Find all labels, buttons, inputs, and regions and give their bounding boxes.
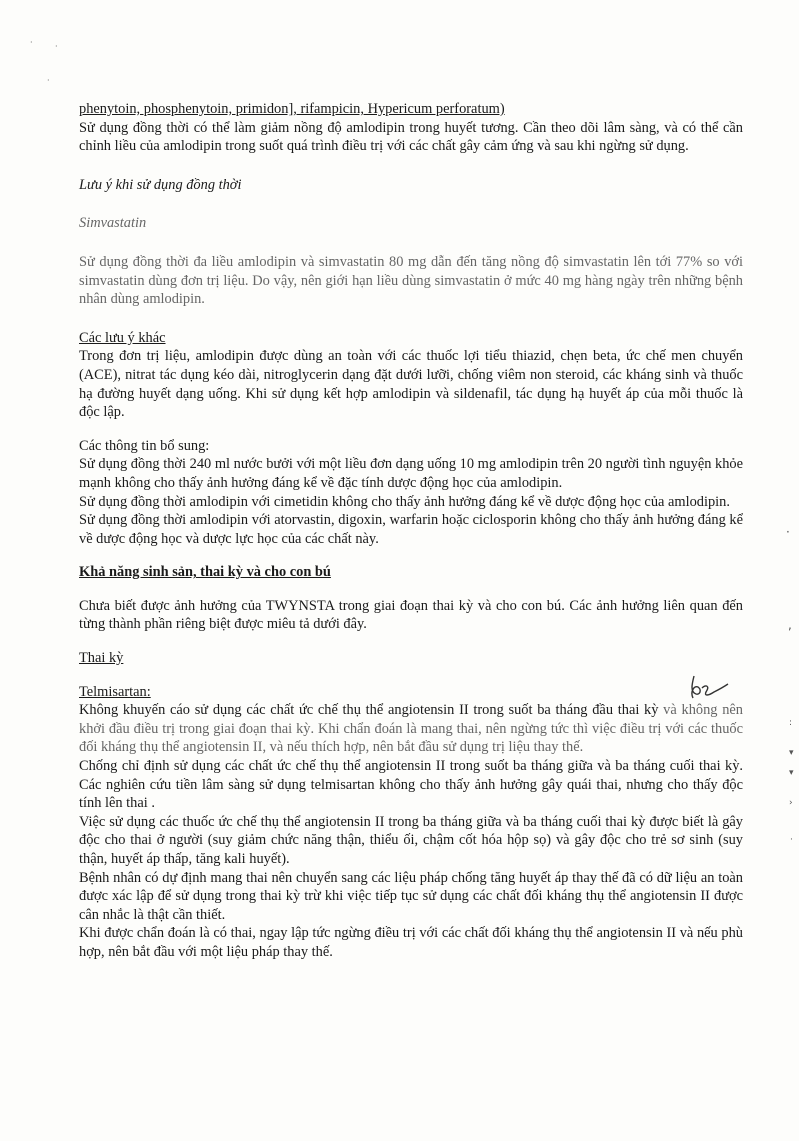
additional-info-p1: Sử dụng đồng thời 240 ml nước bưởi với một liều đơn dạng uống 10 mg amlodipin trên 20 người tình nguyện khỏe mạnh không cho thấy ảnh hưởng đáng kể về đặc tính dược động học của amlodipin. <box>79 456 743 491</box>
scan-speck: : <box>789 718 793 728</box>
scan-speck: · <box>786 525 790 539</box>
additional-info-p2: Sử dụng đồng thời amlodipin với cimetidin không cho thấy ảnh hưởng đáng kể về dược động học của amlodipin. <box>79 493 730 510</box>
inducers-paragraph: Sử dụng đồng thời có thể làm giảm nồng độ amlodipin trong huyết tương. Cần theo dõi lâm sàng, và có thể cần chỉnh liều của amlodipin trong suốt quá trình điều trị với các chất gây cảm ứng và sau khi ngừng sử dụng. <box>79 119 743 155</box>
scan-speck: , <box>788 618 792 632</box>
additional-info-heading: Các thông tin bổ sung: <box>79 437 210 454</box>
pregnancy-p3: Việc sử dụng các thuốc ức chế thụ thể angiotensin II trong ba tháng giữa và ba tháng cuối thai kỳ được biết là gây độc cho thai ở người (suy giảm chức năng thận, thiểu ối, chậm cốt hóa hộp sọ) và gây độc cho trẻ sơ sinh (suy thận, huyết áp thấp, tăng kali huyết). <box>79 813 743 867</box>
other-notes-paragraph: Trong đơn trị liệu, amlodipin được dùng an toàn với các thuốc lợi tiểu thiazid, chẹn beta, ức chế men chuyển (ACE), nitrat tác dụng kéo dài, nitroglycerin dạng đặt dưới lưỡi, chống viêm non steroid, các kháng sinh và thuốc hạ đường huyết dạng uống. Khi sử dụng kết hợp amlodipin và sildenafil, tác dụng hạ huyết áp của mỗi thuốc là độc lập. <box>79 348 743 421</box>
scan-speck: · <box>47 76 50 85</box>
pregnancy-p1-dark: Không khuyến cáo sử dụng các chất ức chế thụ thể angiotensin II trong suốt ba tháng đầu thai kỳ <box>79 702 659 719</box>
interactions-tail: phenytoin, phosphenytoin, primidon], rifampicin, Hypericum perforatum) <box>79 101 505 117</box>
pregnancy-p4: Bệnh nhân có dự định mang thai nên chuyển sang các liệu pháp chống tăng huyết áp thay thế đã có dữ liệu an toàn được xác lập để sử dụng trong thai kỳ trừ khi việc tiếp tục sử dụng các chất đối kháng thụ thể angiotensin II được cân nhắc là thật cần thiết. <box>79 869 743 923</box>
scan-speck: · <box>55 42 58 51</box>
fertility-intro: Chưa biết được ảnh hưởng của TWYNSTA trong giai đoạn thai kỳ và cho con bú. Các ảnh hưởng liên quan đến từng thành phần riêng biệt được miêu tả dưới đây. <box>79 597 743 633</box>
additional-info-p3: Sử dụng đồng thời amlodipin với atorvastin, digoxin, warfarin hoặc ciclosporin không cho thấy ảnh hưởng đáng kể về dược động học và dược lực học của các chất này. <box>79 512 743 547</box>
document-page <box>79 100 743 962</box>
scan-speck: ▾ <box>789 748 794 758</box>
fertility-heading: Khả năng sinh sản, thai kỳ và cho con bú <box>79 564 331 581</box>
pregnancy-p1-faded: và không nên khởi đầu điều trị trong giai đoạn thai kỳ. Khi chẩn đoán là mang thai, nên ngừng tức thì việc điều trị với các thuốc đối kháng thụ thể angiotensin II, và nếu thích hợp, nên bắt đầu sử dụng trị liệu thay thế. <box>79 702 743 756</box>
pregnancy-heading: Thai kỳ <box>79 650 124 667</box>
simvastatin-paragraph: Sử dụng đồng thời đa liều amlodipin và simvastatin 80 mg dẫn đến tăng nồng độ simvastatin lên tới 77% so với simvastatin dùng đơn trị liệu. Do vậy, nên giới hạn liều dùng simvastatin ở mức 40 mg hàng ngày trên những bệnh nhân dùng amlodipin. <box>79 253 743 308</box>
other-notes-heading: Các lưu ý khác <box>79 329 166 346</box>
scan-speck: · <box>790 835 793 845</box>
simvastatin-heading: Simvastatin <box>79 215 147 232</box>
pregnancy-p1 <box>79 701 743 757</box>
scan-speck: · <box>30 38 33 47</box>
concomitant-heading: Lưu ý khi sử dụng đồng thời <box>79 176 242 193</box>
pregnancy-p5: Khi được chẩn đoán là có thai, ngay lập tức ngừng điều trị với các chất đối kháng thụ thể angiotensin II và nếu phù hợp, nên bắt đầu với một liệu pháp thay thế. <box>79 925 743 960</box>
pregnancy-p2: Chống chỉ định sử dụng các chất ức chế thụ thể angiotensin II trong suốt ba tháng giữa và ba tháng cuối thai kỳ. Các nghiên cứu tiền lâm sàng sử dụng telmisartan không cho thấy ảnh hưởng gây quái thai, nhưng cho thấy độc tính lên thai . <box>79 758 743 812</box>
telmisartan-heading: Telmisartan: <box>79 683 151 700</box>
scan-speck: ▾ <box>789 768 794 778</box>
scan-speck: › <box>789 798 793 808</box>
